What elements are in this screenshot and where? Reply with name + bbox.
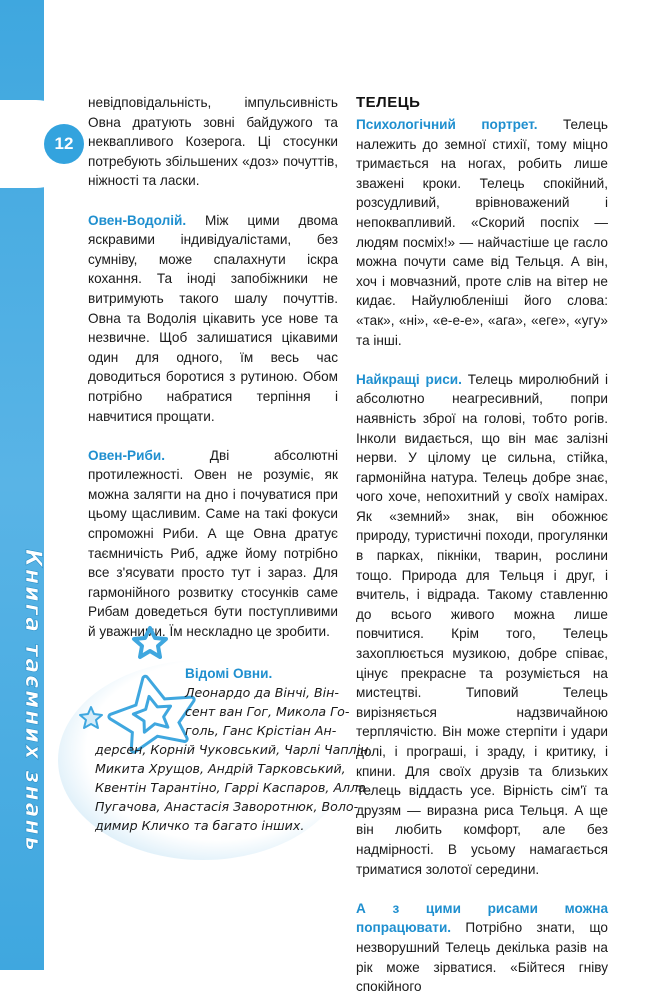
- paragraph-aries-aquarius: [88, 211, 338, 427]
- paragraph-text: Телець миролюбний і абсолютно неагресивний, попри наявність зброї на голові, тобто рогів. Інколи видається, що він має залізні нерви. У цілому це сильна, стійка, гармонійна натура. Телець добре знає, чого хоче, непохитний у своїх намірах. Як «земний» знак, він обожнює природу, туристичні походи, прогулянки в парках, пікніки, тварин, рослини тощо. Природа для Тельця і друг, і вчитель, і відрада. Такому ставленню до всього живого можна лише повчитися. Крім того, Телець захоплюється музикою, добре співає, цінує прекрасне та розуміється на мистецтві. Типовий Телець вирізняється надзвичайною терплячістю. Він може стерпіти і удари долі, і програші, і зраду, і критику, і кпини. Для своїх друзів та близьких Телець віддасть усе. Вірність сім'ї та друзям — виразна риса Тельця. А ще він любить комфорт, але без надмірності. В усьому намагається триматися золотої середини.: [356, 371, 608, 877]
- page-number-badge: [44, 124, 84, 164]
- paragraph-work-on: [356, 899, 608, 997]
- paragraph-text: Телець належить до земної стихії, тому міцно тримається на ногах, робить лише зважені кроки. Телець спокійний, розсудливий, врівноважений і непоквапливий. «Скорий поспіх — людям посміх!» — найчастіше це гасло можна почути саме від Тельця. А він, хоч і мовчазний, проте слів на вітер не кидає. Найулюбленіші його слова: «так», «ні», «е-е-е», «ага», «еге», «угу» та інші.: [356, 117, 608, 348]
- paragraph-text: Між цими двома яскравими індивідуалістами, без сумніву, може спалахнути іскра кохання. Та іноді запобіжники не витримують такого шалу почуттів. Овна та Водолія цікавить усе нове та незвичне. Щоб залишатися цікавими один для одного, їм весь час доводиться боротися з рутиною. Обом потрібно набратися терпіння і навчитися прощати.: [88, 212, 338, 424]
- famous-line: Леонардо да Вінчі, Він-: [185, 685, 339, 700]
- famous-line: сент ван Гог, Микола Го-: [185, 704, 350, 719]
- famous-line: димир Кличко та багато інших.: [95, 818, 305, 833]
- famous-aries: [95, 664, 373, 835]
- left-column: [88, 93, 338, 642]
- paragraph-lead: Найкращі риси.: [356, 371, 462, 387]
- paragraph-lead: А з цими рисами можна попрацювати.: [356, 900, 608, 936]
- famous-line: Квентін Тарантіно, Гаррі Каспаров, Алла: [95, 780, 366, 795]
- section-title: ТЕЛЕЦЬ: [356, 94, 421, 111]
- paragraph-text: Дві абсолютні протилежності. Овен не розуміє, як можна залягти на дно і почуватися при цьому щасливим. Саме на такі фокуси спроможні Риби. А ще Овна дратує таємничість Риб, адже йому потрібно все з'ясувати просто тут і зараз. Для гармонійного розвитку стосунків саме Рибам доведеться бути поступливими й уважними. Їм нескладно це зробити.: [88, 447, 338, 640]
- paragraph-best-traits: [356, 370, 608, 879]
- intro-paragraph: невідповідальність, імпульсивність Овна дратують зовні байдужого та неквапливого Козерога. Ці стосунки потребують збільшених «доз» почуттів, ніжності та ласки.: [88, 95, 338, 189]
- right-column: [356, 93, 608, 997]
- paragraph-lead: Овен-Водолій.: [88, 212, 187, 228]
- paragraph-aries-pisces: [88, 446, 338, 642]
- spine-title: [2, 545, 45, 875]
- famous-line: Микита Хрущов, Андрій Тарковський,: [95, 761, 346, 776]
- famous-line: голь, Ганс Крістіан Ан-: [185, 723, 337, 738]
- page-number: 12: [54, 134, 74, 153]
- spine-text: Книга таємних знань: [20, 549, 45, 853]
- famous-line: Пугачова, Анастасія Заворотнюк, Воло-: [95, 799, 359, 814]
- paragraph-lead: Психологічний портрет.: [356, 117, 538, 132]
- paragraph-lead: Овен-Риби.: [88, 447, 166, 463]
- famous-title: Відомі Овни.: [185, 666, 273, 681]
- famous-line: дерсен, Корній Чуковський, Чарлі Чаплін,: [95, 742, 373, 757]
- paragraph-text: Потрібно знати, що незворушний Телець декілька разів на рік може зірватися. «Бійтеся гніву спокійного: [356, 920, 608, 995]
- paragraph-psych-portrait: [356, 115, 608, 350]
